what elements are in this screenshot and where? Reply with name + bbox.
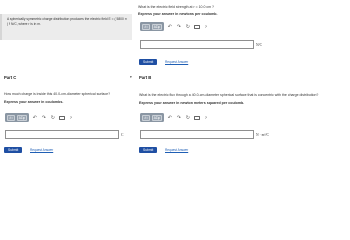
- undo-icon[interactable]: ↶: [32, 114, 37, 121]
- part-b-request-answer-link[interactable]: Request Answer: [165, 148, 189, 152]
- part-a-request-answer-link[interactable]: Request Answer: [165, 60, 189, 64]
- part-c-symbols-button[interactable]: AΣφ: [18, 115, 25, 120]
- undo-icon[interactable]: ↶: [167, 23, 172, 30]
- part-a-submit-button[interactable]: Submit: [139, 59, 157, 65]
- part-b-answer-row: [140, 130, 269, 139]
- reset-icon[interactable]: ↻: [185, 114, 190, 121]
- help-icon[interactable]: ?: [204, 24, 207, 29]
- reset-icon[interactable]: ↻: [185, 23, 190, 30]
- part-a-symbols-button[interactable]: AΣφ: [153, 24, 160, 29]
- part-b-toolbar: [140, 113, 209, 122]
- part-a-instruction: Express your answer in newtons per coulomb.: [138, 12, 218, 16]
- part-a-answer-input[interactable]: [140, 40, 254, 49]
- part-a-template-group: [140, 22, 164, 31]
- part-b-symbols-button[interactable]: AΣφ: [153, 115, 160, 120]
- keyboard-icon[interactable]: [194, 24, 200, 30]
- part-c-instruction: Express your answer in coulombs.: [4, 100, 64, 104]
- part-b-question: What is the electric flux through a 40.0-cm-diameter spherical surface that is concentric with the charge distribution?: [139, 93, 319, 97]
- redo-icon[interactable]: ↷: [41, 114, 46, 121]
- help-icon[interactable]: ?: [69, 115, 72, 120]
- part-c-templates-button[interactable]: √□: [9, 115, 13, 120]
- part-b-answer-input[interactable]: [140, 130, 254, 139]
- part-c-title: Part C: [4, 75, 17, 80]
- part-c-template-group: [5, 113, 29, 122]
- part-c-toolbar: [5, 113, 74, 122]
- context-text: A spherically symmetric charge distribution produces the electric field E = ( 5800 r² ) r̂ N/C, where r is in m.: [7, 17, 127, 26]
- part-b-templates-button[interactable]: √□: [144, 115, 148, 120]
- help-icon[interactable]: ?: [204, 115, 207, 120]
- part-a-toolbar: [140, 22, 209, 31]
- redo-icon[interactable]: ↷: [176, 114, 181, 121]
- caret-down-icon[interactable]: ▾: [130, 75, 132, 79]
- keyboard-icon[interactable]: [194, 115, 200, 121]
- part-c-submit-button[interactable]: Submit: [4, 147, 22, 153]
- part-c-unit: C: [121, 132, 124, 137]
- part-b-instruction: Express your answer in newton meters squared per coulomb.: [139, 101, 245, 105]
- part-a-answer-row: [140, 40, 262, 49]
- reset-icon[interactable]: ↻: [50, 114, 55, 121]
- undo-icon[interactable]: ↶: [167, 114, 172, 121]
- part-c-answer-input[interactable]: [5, 130, 119, 139]
- part-a-question: What is the electric field strength at r = 10.0 cm ?: [138, 5, 214, 9]
- part-b-unit: N · m²/C: [256, 132, 269, 137]
- problem-context: [0, 14, 132, 40]
- redo-icon[interactable]: ↷: [176, 23, 181, 30]
- part-c-question: How much charge is inside this 40.0-cm-diameter spherical surface?: [4, 92, 111, 96]
- part-a-unit: N/C: [256, 42, 262, 47]
- part-a-templates-button[interactable]: √□: [144, 24, 148, 29]
- keyboard-icon[interactable]: [59, 115, 65, 121]
- part-b-template-group: [140, 113, 164, 122]
- part-b-title: Part B: [139, 75, 152, 80]
- part-c-request-answer-link[interactable]: Request Answer: [30, 148, 54, 152]
- part-b-submit-button[interactable]: Submit: [139, 147, 157, 153]
- part-c-answer-row: [5, 130, 123, 139]
